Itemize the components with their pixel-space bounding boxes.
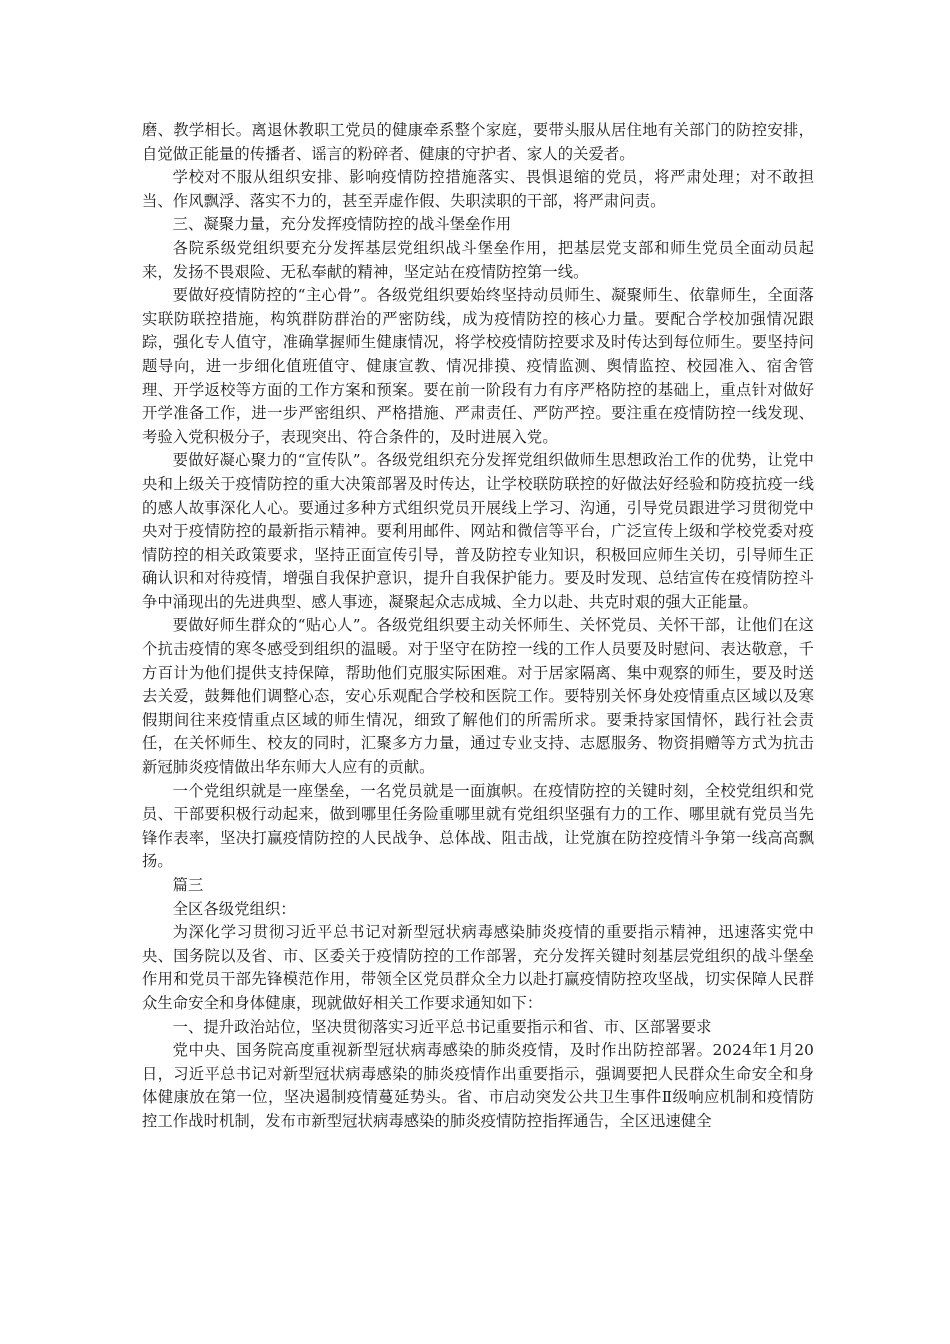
paragraph-fortress: 一个党组织就是一座堡垒，一名党员就是一面旗帜。在疫情防控的关键时刻，全校党组织和党员、干部要积极行动起来，做到哪里任务险重哪里就有党组织坚强有力的工作、哪里就有党员当先锋作表率，坚决打赢疫情防控的人民战争、总体战、阻击战，让党旗在防控疫情斗争第一线高高飘扬。	[142, 781, 814, 871]
article-title-part3: 篇三	[172, 876, 204, 894]
paragraph-central-deployment: 党中央、国务院高度重视新型冠状病毒感染的肺炎疫情，及时作出防控部署。2024年1月20日，习近平总书记对新型冠状病毒感染的肺炎疫情作出重要指示，强调要把人民群众生命安全和身体健康放在第一位，坚决遏制疫情蔓延势头。省、市启动突发公共卫生事件Ⅱ级响应机制和疫情防控工作战时机制，发布市新型冠状病毒感染的肺炎疫情防控指挥通告，全区迅速健全	[142, 1041, 814, 1130]
section-heading-1: 一、提升政治站位，坚决贯彻落实习近平总书记重要指示和省、市、区部署要求	[172, 1017, 712, 1036]
paragraph-caring: 要做好师生群众的“贴心人”。各级党组织要主动关怀师生、关怀党员、关怀干部，让他们在这个抗击疫情的寒冬感受到组织的温暖。对于坚守在防控一线的工作人员要及时慰问、表达敬意，千方百计为他们提供支持保障，帮助他们克服实际困难。对于居家隔离、集中观察的师生，要及时送去关爱，鼓舞他们调整心态，安心乐观配合学校和医院工作。要特别关怀身处疫情重点区域以及寒假期间往来疫情重点区域的师生情况，细致了解他们的所需所求。要秉持家国情怀，践行社会责任，在关怀师生、校友的同时，汇聚多方力量，通过专业支持、志愿服务、物资捐赠等方式为抗击新冠肺炎疫情做出华东师大人应有的贡献。	[142, 616, 814, 777]
document-body	[142, 119, 814, 1134]
paragraph-continuation: 磨、教学相长。离退休教职工党员的健康牵系整个家庭，要带头服从居住地有关部门的防控安排，自觉做正能量的传播者、谣言的粉碎者、健康的守护者、家人的关爱者。	[142, 121, 814, 163]
section-heading-3: 三、凝聚力量，充分发挥疫情防控的战斗堡垒作用	[172, 215, 512, 234]
paragraph-propaganda: 要做好凝心聚力的“宣传队”。各级党组织充分发挥党组织做师生思想政治工作的优势，让党中央和上级关于疫情防控的重大决策部署及时传达，让学校联防联控的好做法好经验和防疫抗疫一线的感人故事深化人心。要通过多种方式组织党员开展线上学习、沟通，引导党员跟进学习贯彻党中央对于疫情防控的最新指示精神。要利用邮件、网站和微信等平台，广泛宣传上级和学校党委对疫情防控的相关政策要求，坚持正面宣传引导，普及防控专业知识，积极回应师生关切，引导师生正确认识和对待疫情，增强自我保护意识，提升自我保护能力。要及时发现、总结宣传在疫情防控斗争中涌现出的先进典型、感人事迹，凝聚起众志成城、全力以赴、共克时艰的强大正能量。	[142, 451, 814, 611]
paragraph-intro: 为深化学习贯彻习近平总书记对新型冠状病毒感染肺炎疫情的重要指示精神，迅速落实党中央、国务院以及省、市、区委关于疫情防控的工作部署，充分发挥关键时刻基层党组织的战斗堡垒作用和党员干部先锋模范作用，带领全区党员群众全力以赴打赢疫情防控攻坚战，切实保障人民群众生命安全和身体健康，现就做好相关工作要求通知如下：	[142, 923, 814, 1012]
paragraph-discipline: 学校对不服从组织安排、影响疫情防控措施落实、畏惧退缩的党员，将严肃处理；对不敢担当、作风飘浮、落实不力的，甚至弄虚作假、失职渎职的干部，将严肃问责。	[142, 168, 814, 210]
paragraph-mobilize: 各院系级党组织要充分发挥基层党组织战斗堡垒作用，把基层党支部和师生党员全面动员起来，发扬不畏艰险、无私奉献的精神，坚定站在疫情防控第一线。	[142, 238, 814, 281]
salutation: 全区各级党组织：	[172, 899, 296, 918]
paragraph-backbone: 要做好疫情防控的“主心骨”。各级党组织要始终坚持动员师生、凝聚师生、依靠师生，全面落实联防联控措施，构筑群防群治的严密防线，成为疫情防控的核心力量。要配合学校加强情况跟踪，强化专人值守，准确掌握师生健康情况，将学校疫情防控要求及时传达到每位师生。要坚持问题导向，进一步细化值班值守、健康宣教、情况排摸、疫情监测、舆情监控、校园准入、宿舍管理、开学返校等方面的工作方案和预案。要在前一阶段有力有序严格防控的基础上，重点针对做好开学准备工作，进一步严密组织、严格措施、严肃责任、严防严控。要注重在疫情防控一线发现、考验入党积极分子，表现突出、符合条件的，及时进展入党。	[142, 286, 814, 446]
